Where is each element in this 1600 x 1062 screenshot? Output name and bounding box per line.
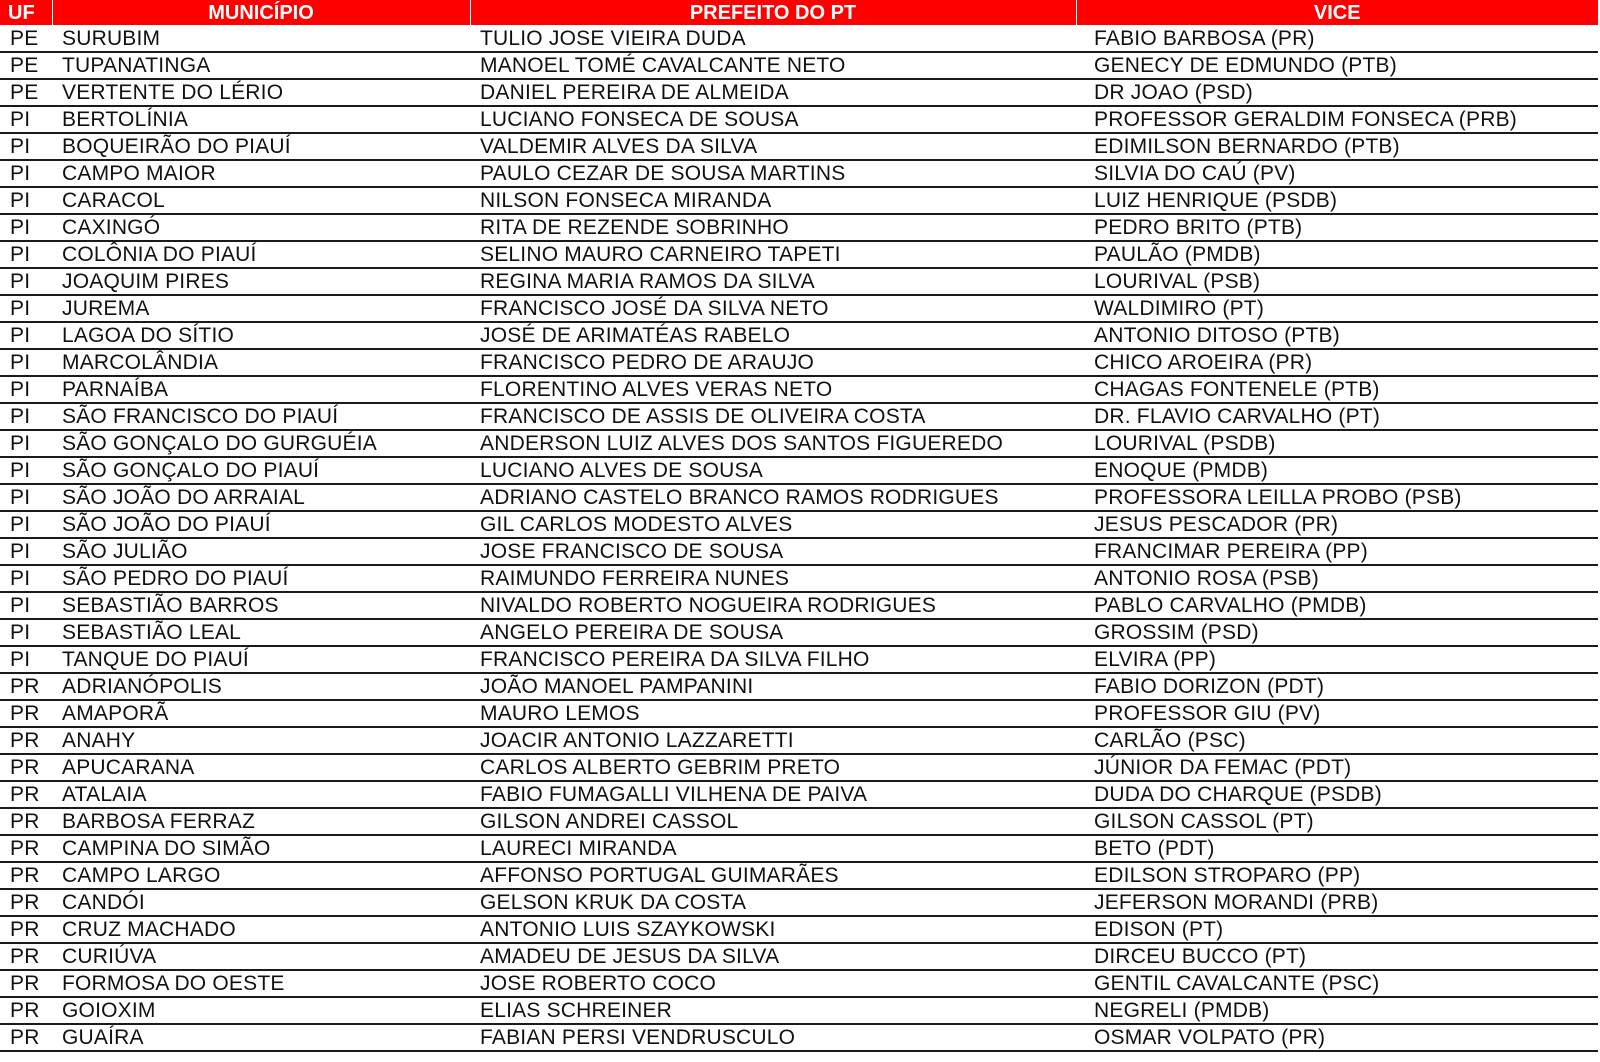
cell-prefeito: MAURO LEMOS	[470, 700, 1076, 727]
cell-municipio: CAMPO MAIOR	[52, 160, 470, 187]
cell-uf: PR	[0, 700, 52, 727]
cell-prefeito: CARLOS ALBERTO GEBRIM PRETO	[470, 754, 1076, 781]
cell-vice: DR JOAO (PSD)	[1076, 79, 1598, 106]
cell-vice: GROSSIM (PSD)	[1076, 619, 1598, 646]
cell-prefeito: ANTONIO LUIS SZAYKOWSKI	[470, 916, 1076, 943]
cell-vice: DUDA DO CHARQUE (PSDB)	[1076, 781, 1598, 808]
cell-municipio: SÃO PEDRO DO PIAUÍ	[52, 565, 470, 592]
table-row	[0, 349, 1598, 376]
cell-vice: LOURIVAL (PSB)	[1076, 268, 1598, 295]
cell-uf: PI	[0, 484, 52, 511]
cell-uf: PR	[0, 889, 52, 916]
cell-uf: PI	[0, 430, 52, 457]
cell-prefeito: AMADEU DE JESUS DA SILVA	[470, 943, 1076, 970]
cell-municipio: ANAHY	[52, 727, 470, 754]
cell-vice: LUIZ HENRIQUE (PSDB)	[1076, 187, 1598, 214]
cell-municipio: BOQUEIRÃO DO PIAUÍ	[52, 133, 470, 160]
cell-vice: SILVIA DO CAÚ (PV)	[1076, 160, 1598, 187]
table-row	[0, 322, 1598, 349]
table-row	[0, 943, 1598, 970]
cell-vice: JEFERSON MORANDI (PRB)	[1076, 889, 1598, 916]
cell-uf: PI	[0, 214, 52, 241]
cell-uf: PI	[0, 592, 52, 619]
table-row	[0, 106, 1598, 133]
cell-prefeito: NIVALDO ROBERTO NOGUEIRA RODRIGUES	[470, 592, 1076, 619]
table-row	[0, 1024, 1598, 1051]
table-row	[0, 835, 1598, 862]
header-vice: VICE	[1076, 0, 1598, 25]
cell-prefeito: NILSON FONSECA MIRANDA	[470, 187, 1076, 214]
cell-municipio: SÃO JULIÃO	[52, 538, 470, 565]
cell-vice: ANTONIO DITOSO (PTB)	[1076, 322, 1598, 349]
cell-prefeito: FRANCISCO JOSÉ DA SILVA NETO	[470, 295, 1076, 322]
cell-prefeito: ADRIANO CASTELO BRANCO RAMOS RODRIGUES	[470, 484, 1076, 511]
cell-prefeito: MANOEL TOMÉ CAVALCANTE NETO	[470, 52, 1076, 79]
cell-municipio: CARACOL	[52, 187, 470, 214]
cell-vice: PEDRO BRITO (PTB)	[1076, 214, 1598, 241]
cell-prefeito: FRANCISCO PEREIRA DA SILVA FILHO	[470, 646, 1076, 673]
table-row	[0, 268, 1598, 295]
cell-vice: FRANCIMAR PEREIRA (PP)	[1076, 538, 1598, 565]
cell-prefeito: FLORENTINO ALVES VERAS NETO	[470, 376, 1076, 403]
table-row	[0, 727, 1598, 754]
cell-uf: PI	[0, 538, 52, 565]
cell-vice: PROFESSOR GERALDIM FONSECA (PRB)	[1076, 106, 1598, 133]
cell-vice: OSMAR VOLPATO (PR)	[1076, 1024, 1598, 1051]
cell-municipio: SEBASTIÃO LEAL	[52, 619, 470, 646]
table-row	[0, 592, 1598, 619]
table-row	[0, 25, 1598, 52]
cell-uf: PI	[0, 241, 52, 268]
table-row	[0, 565, 1598, 592]
cell-municipio: APUCARANA	[52, 754, 470, 781]
cell-municipio: GOIOXIM	[52, 997, 470, 1024]
table-row	[0, 295, 1598, 322]
table-row	[0, 889, 1598, 916]
cell-municipio: AMAPORÃ	[52, 700, 470, 727]
cell-vice: CHICO AROEIRA (PR)	[1076, 349, 1598, 376]
cell-prefeito: LUCIANO FONSECA DE SOUSA	[470, 106, 1076, 133]
cell-uf: PI	[0, 565, 52, 592]
cell-municipio: PARNAÍBA	[52, 376, 470, 403]
cell-uf: PI	[0, 160, 52, 187]
cell-municipio: VERTENTE DO LÉRIO	[52, 79, 470, 106]
table-row	[0, 619, 1598, 646]
cell-prefeito: GILSON ANDREI CASSOL	[470, 808, 1076, 835]
cell-vice: PABLO CARVALHO (PMDB)	[1076, 592, 1598, 619]
table-row	[0, 700, 1598, 727]
cell-municipio: SÃO GONÇALO DO PIAUÍ	[52, 457, 470, 484]
cell-uf: PR	[0, 862, 52, 889]
cell-vice: FABIO BARBOSA (PR)	[1076, 25, 1598, 52]
table-row	[0, 52, 1598, 79]
table-row	[0, 457, 1598, 484]
cell-municipio: CAXINGÓ	[52, 214, 470, 241]
cell-prefeito: LUCIANO ALVES DE SOUSA	[470, 457, 1076, 484]
cell-vice: GENTIL CAVALCANTE (PSC)	[1076, 970, 1598, 997]
cell-vice: DIRCEU BUCCO (PT)	[1076, 943, 1598, 970]
cell-vice: BETO (PDT)	[1076, 835, 1598, 862]
table-row	[0, 673, 1598, 700]
cell-vice: PROFESSOR GIU (PV)	[1076, 700, 1598, 727]
table-row	[0, 79, 1598, 106]
cell-municipio: CAMPO LARGO	[52, 862, 470, 889]
cell-uf: PI	[0, 322, 52, 349]
cell-vice: NEGRELI (PMDB)	[1076, 997, 1598, 1024]
cell-municipio: SEBASTIÃO BARROS	[52, 592, 470, 619]
cell-prefeito: FRANCISCO DE ASSIS DE OLIVEIRA COSTA	[470, 403, 1076, 430]
cell-uf: PI	[0, 619, 52, 646]
cell-prefeito: TULIO JOSE VIEIRA DUDA	[470, 25, 1076, 52]
cell-uf: PI	[0, 403, 52, 430]
cell-prefeito: FABIO FUMAGALLI VILHENA DE PAIVA	[470, 781, 1076, 808]
cell-prefeito: DANIEL PEREIRA DE ALMEIDA	[470, 79, 1076, 106]
cell-uf: PR	[0, 835, 52, 862]
table-row	[0, 511, 1598, 538]
cell-uf: PI	[0, 457, 52, 484]
cell-municipio: SÃO GONÇALO DO GURGUÉIA	[52, 430, 470, 457]
table-row	[0, 241, 1598, 268]
cell-prefeito: PAULO CEZAR DE SOUSA MARTINS	[470, 160, 1076, 187]
cell-prefeito: RAIMUNDO FERREIRA NUNES	[470, 565, 1076, 592]
cell-municipio: SÃO JOÃO DO ARRAIAL	[52, 484, 470, 511]
cell-prefeito: ELIAS SCHREINER	[470, 997, 1076, 1024]
cell-uf: PR	[0, 916, 52, 943]
table-row	[0, 646, 1598, 673]
cell-vice: EDIMILSON BERNARDO (PTB)	[1076, 133, 1598, 160]
cell-municipio: SÃO JOÃO DO PIAUÍ	[52, 511, 470, 538]
cell-prefeito: JOSE FRANCISCO DE SOUSA	[470, 538, 1076, 565]
cell-prefeito: ANDERSON LUIZ ALVES DOS SANTOS FIGUEREDO	[470, 430, 1076, 457]
cell-municipio: SÃO FRANCISCO DO PIAUÍ	[52, 403, 470, 430]
cell-municipio: TUPANATINGA	[52, 52, 470, 79]
cell-municipio: COLÔNIA DO PIAUÍ	[52, 241, 470, 268]
cell-uf: PR	[0, 781, 52, 808]
cell-municipio: ATALAIA	[52, 781, 470, 808]
cell-vice: JÚNIOR DA FEMAC (PDT)	[1076, 754, 1598, 781]
cell-municipio: ADRIANÓPOLIS	[52, 673, 470, 700]
cell-vice: WALDIMIRO (PT)	[1076, 295, 1598, 322]
cell-uf: PI	[0, 133, 52, 160]
cell-vice: EDISON (PT)	[1076, 916, 1598, 943]
cell-municipio: FORMOSA DO OESTE	[52, 970, 470, 997]
cell-vice: EDILSON STROPARO (PP)	[1076, 862, 1598, 889]
table-row	[0, 862, 1598, 889]
cell-vice: ELVIRA (PP)	[1076, 646, 1598, 673]
cell-vice: GILSON CASSOL (PT)	[1076, 808, 1598, 835]
cell-municipio: BERTOLÍNIA	[52, 106, 470, 133]
cell-prefeito: ANGELO PEREIRA DE SOUSA	[470, 619, 1076, 646]
table-row	[0, 754, 1598, 781]
cell-uf: PR	[0, 1024, 52, 1051]
cell-prefeito: REGINA MARIA RAMOS DA SILVA	[470, 268, 1076, 295]
cell-prefeito: JOÃO MANOEL PAMPANINI	[470, 673, 1076, 700]
cell-municipio: JOAQUIM PIRES	[52, 268, 470, 295]
cell-uf: PR	[0, 808, 52, 835]
table-row	[0, 781, 1598, 808]
cell-vice: PROFESSORA LEILLA PROBO (PSB)	[1076, 484, 1598, 511]
cell-uf: PI	[0, 295, 52, 322]
table-row	[0, 133, 1598, 160]
cell-uf: PI	[0, 187, 52, 214]
cell-uf: PR	[0, 997, 52, 1024]
cell-municipio: JUREMA	[52, 295, 470, 322]
cell-prefeito: JOSÉ DE ARIMATÉAS RABELO	[470, 322, 1076, 349]
header-row	[0, 0, 1598, 25]
table-row	[0, 808, 1598, 835]
table-row	[0, 916, 1598, 943]
cell-municipio: CANDÓI	[52, 889, 470, 916]
cell-municipio: CRUZ MACHADO	[52, 916, 470, 943]
table-body	[0, 25, 1598, 1051]
cell-municipio: CURIÚVA	[52, 943, 470, 970]
cell-prefeito: GIL CARLOS MODESTO ALVES	[470, 511, 1076, 538]
cell-municipio: MARCOLÂNDIA	[52, 349, 470, 376]
cell-uf: PI	[0, 106, 52, 133]
cell-uf: PR	[0, 943, 52, 970]
cell-uf: PR	[0, 727, 52, 754]
cell-municipio: BARBOSA FERRAZ	[52, 808, 470, 835]
cell-uf: PI	[0, 349, 52, 376]
table-row	[0, 160, 1598, 187]
cell-municipio: LAGOA DO SÍTIO	[52, 322, 470, 349]
cell-municipio: GUAÍRA	[52, 1024, 470, 1051]
cell-vice: GENECY DE EDMUNDO (PTB)	[1076, 52, 1598, 79]
cell-prefeito: SELINO MAURO CARNEIRO TAPETI	[470, 241, 1076, 268]
cell-vice: JESUS PESCADOR (PR)	[1076, 511, 1598, 538]
table-row	[0, 403, 1598, 430]
table-row	[0, 376, 1598, 403]
cell-prefeito: JOSE ROBERTO COCO	[470, 970, 1076, 997]
table-row	[0, 430, 1598, 457]
cell-uf: PR	[0, 970, 52, 997]
cell-vice: PAULÃO (PMDB)	[1076, 241, 1598, 268]
header-municipio: MUNICÍPIO	[52, 0, 470, 25]
cell-vice: ANTONIO ROSA (PSB)	[1076, 565, 1598, 592]
cell-prefeito: FRANCISCO PEDRO DE ARAUJO	[470, 349, 1076, 376]
table-row	[0, 997, 1598, 1024]
cell-prefeito: VALDEMIR ALVES DA SILVA	[470, 133, 1076, 160]
header-prefeito: PREFEITO DO PT	[470, 0, 1076, 25]
cell-vice: FABIO DORIZON (PDT)	[1076, 673, 1598, 700]
cell-vice: DR. FLAVIO CARVALHO (PT)	[1076, 403, 1598, 430]
cell-municipio: CAMPINA DO SIMÃO	[52, 835, 470, 862]
cell-vice: LOURIVAL (PSDB)	[1076, 430, 1598, 457]
cell-uf: PR	[0, 754, 52, 781]
cell-prefeito: JOACIR ANTONIO LAZZARETTI	[470, 727, 1076, 754]
cell-uf: PR	[0, 673, 52, 700]
table-row	[0, 970, 1598, 997]
table-row	[0, 214, 1598, 241]
cell-uf: PI	[0, 376, 52, 403]
header-uf: UF	[0, 0, 52, 25]
cell-uf: PE	[0, 79, 52, 106]
cell-uf: PI	[0, 646, 52, 673]
cell-municipio: SURUBIM	[52, 25, 470, 52]
cell-municipio: TANQUE DO PIAUÍ	[52, 646, 470, 673]
table-row	[0, 538, 1598, 565]
cell-uf: PI	[0, 511, 52, 538]
cell-vice: CHAGAS FONTENELE (PTB)	[1076, 376, 1598, 403]
table-row	[0, 187, 1598, 214]
cell-prefeito: LAURECI MIRANDA	[470, 835, 1076, 862]
cell-prefeito: FABIAN PERSI VENDRUSCULO	[470, 1024, 1076, 1051]
cell-prefeito: AFFONSO PORTUGAL GUIMARÃES	[470, 862, 1076, 889]
table-row	[0, 484, 1598, 511]
cell-uf: PE	[0, 25, 52, 52]
table-header	[0, 0, 1598, 25]
cell-vice: ENOQUE (PMDB)	[1076, 457, 1598, 484]
cell-prefeito: GELSON KRUK DA COSTA	[470, 889, 1076, 916]
cell-vice: CARLÃO (PSC)	[1076, 727, 1598, 754]
cell-uf: PI	[0, 268, 52, 295]
cell-uf: PE	[0, 52, 52, 79]
cell-prefeito: RITA DE REZENDE SOBRINHO	[470, 214, 1076, 241]
